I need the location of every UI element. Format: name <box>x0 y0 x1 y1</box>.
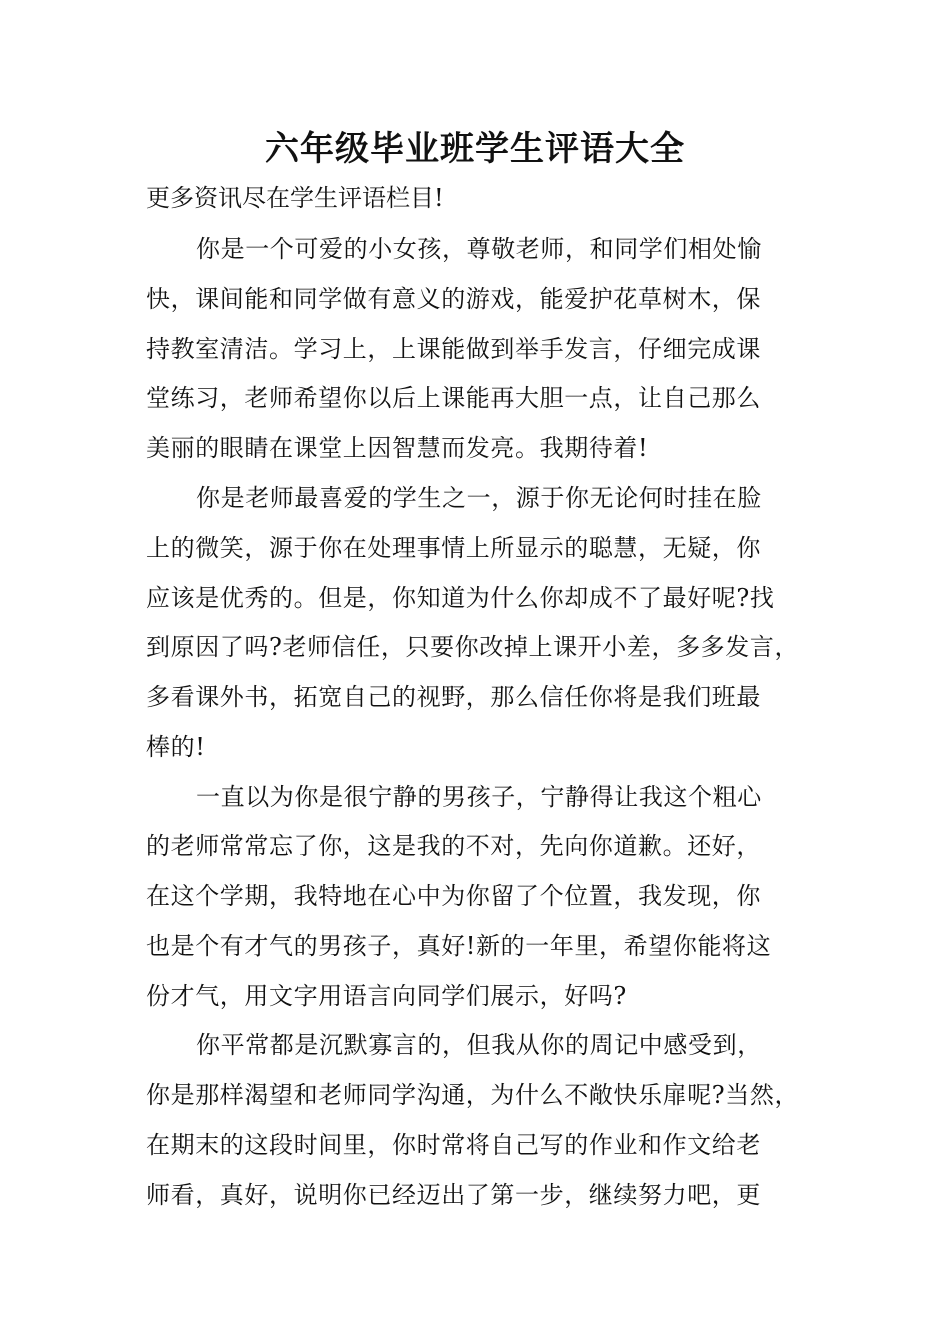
paragraph-1-line-4: 堂练习，老师希望你以后上课能再大胆一点，让自己那么 <box>146 384 761 412</box>
paragraph-2-line-5: 多看课外书，拓宽自己的视野，那么信任你将是我们班最 <box>146 683 761 711</box>
paragraph-1-line-2: 快，课间能和同学做有意义的游戏，能爱护花草树木，保 <box>146 285 761 313</box>
paragraph-2-line-1: 你是老师最喜爱的学生之一，源于你无论何时挂在脸 <box>196 484 762 512</box>
paragraph-3-line-1: 一直以为你是很宁静的男孩子，宁静得让我这个粗心 <box>196 783 762 811</box>
paragraph-1-line-3: 持教室清洁。学习上，上课能做到举手发言，仔细完成课 <box>146 335 761 363</box>
paragraph-3-line-5: 份才气，用文字用语言向同学们展示，好吗? <box>146 982 627 1010</box>
paragraph-1-line-1: 你是一个可爱的小女孩，尊敬老师，和同学们相处愉 <box>196 235 762 263</box>
paragraph-3-line-4: 也是个有才气的男孩子，真好!新的一年里，希望你能将这 <box>146 932 772 960</box>
paragraph-2-line-3: 应该是优秀的。但是，你知道为什么你却成不了最好呢?找 <box>146 584 775 612</box>
paragraph-4-line-1: 你平常都是沉默寡言的，但我从你的周记中感受到， <box>196 1031 762 1059</box>
paragraph-1-line-5: 美丽的眼睛在课堂上因智慧而发亮。我期待着! <box>146 434 649 462</box>
document-title: 六年级毕业班学生评语大全 <box>265 129 685 169</box>
paragraph-4-line-4: 师看，真好，说明你已经迈出了第一步，继续努力吧，更 <box>146 1181 761 1209</box>
paragraph-3-line-2: 的老师常常忘了你，这是我的不对，先向你道歉。还好， <box>146 832 761 860</box>
paragraph-2-line-2: 上的微笑，源于你在处理事情上所显示的聪慧，无疑，你 <box>146 534 761 562</box>
paragraph-4-line-3: 在期末的这段时间里，你时常将自己写的作业和作文给老 <box>146 1131 761 1159</box>
paragraph-2-line-6: 棒的! <box>146 733 206 761</box>
paragraph-2-line-4: 到原因了吗?老师信任，只要你改掉上课开小差，多多发言， <box>146 633 800 661</box>
intro-line: 更多资讯尽在学生评语栏目! <box>146 184 444 212</box>
paragraph-3-line-3: 在这个学期，我特地在心中为你留了个位置，我发现，你 <box>146 882 761 910</box>
paragraph-4-line-2: 你是那样渴望和老师同学沟通，为什么不敞快乐扉呢?当然， <box>146 1081 800 1109</box>
